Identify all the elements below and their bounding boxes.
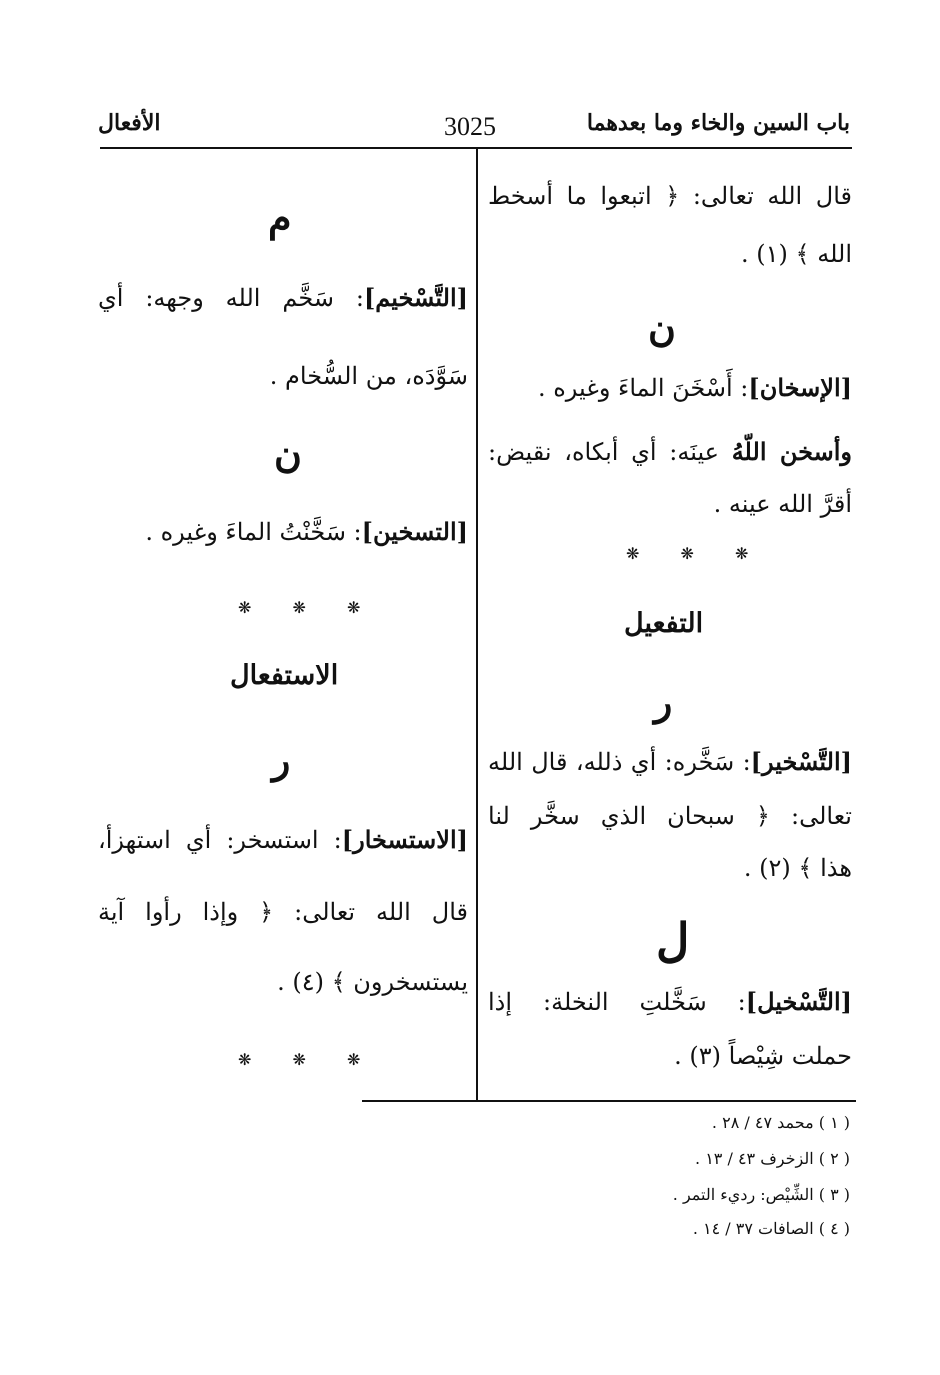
entry-definition: : سَخَّم الله وجهه: أي <box>98 284 364 312</box>
quote-line: قال الله تعالى: ﴿ اتبعوا ما أسخط <box>488 182 852 210</box>
running-header-chapter: باب السين والخاء وما بعدهما <box>586 110 850 136</box>
entry-line: هذا ﴾ (٢) . <box>743 854 852 882</box>
entry-term: [التَّسْخير] <box>750 747 852 776</box>
page-number: 3025 <box>444 112 496 141</box>
entry-line <box>488 984 852 1020</box>
entry-line <box>98 822 468 858</box>
entry-term: [التَّسْخيل] <box>745 987 852 1016</box>
entry-line: يستسخرون ﴾ (٤) . <box>277 968 468 996</box>
entry-term: وأسخن اللّهُ <box>731 437 853 466</box>
root-letter-heading: ل <box>656 913 690 967</box>
root-letter-heading: م <box>268 195 292 240</box>
footnote: ( ٤ ) الصافات ٣٧ / ١٤ . <box>692 1219 850 1238</box>
entry-line: سَوَّدَه، من السُّخام . <box>269 362 468 390</box>
entry-line: قال الله تعالى: ﴿ وإذا رأوا آية <box>98 898 468 926</box>
footnote: ( ١ ) محمد ٤٧ / ٢٨ . <box>711 1113 850 1132</box>
quote-line: الله ﴾ (١) . <box>741 240 852 268</box>
entry-line: حملت شِيْصاً (٣) . <box>674 1042 852 1070</box>
entry-line: أقرَّ الله عينه . <box>713 490 852 518</box>
root-letter-heading: ر <box>654 679 673 724</box>
entry-definition: : أَسْخَنَ الماءَ وغيره . <box>537 374 749 402</box>
entry-term: [الإسخان] <box>748 373 852 402</box>
entry-term: [التَّسْخيم] <box>363 283 468 312</box>
root-letter-heading: ن <box>274 431 302 476</box>
entry-line <box>98 280 468 316</box>
footnote-rule <box>362 1100 856 1102</box>
entry-line <box>488 434 852 470</box>
entry-line <box>145 514 468 550</box>
section-separator: ❋ ❋ ❋ <box>626 544 767 563</box>
running-header-section: الأفعال <box>98 110 161 136</box>
section-separator: ❋ ❋ ❋ <box>238 598 379 617</box>
section-title: التفعيل <box>624 608 704 639</box>
footnote: ( ٣ ) الشِّيْص: رديء التمر . <box>672 1185 850 1204</box>
footnote: ( ٢ ) الزخرف ٤٣ / ١٣ . <box>695 1149 850 1168</box>
entry-term: [الاستسخار] <box>341 825 468 854</box>
column-divider <box>476 149 478 1101</box>
entry-line <box>538 370 852 406</box>
entry-term: [التسخين] <box>361 517 468 546</box>
entry-definition: : سَخَّنْتُ الماءَ وغيره . <box>145 518 362 546</box>
entry-definition: : استسخر: أي استهزأ، <box>98 826 342 854</box>
root-letter-heading: ر <box>272 737 291 782</box>
root-letter-heading: ن <box>648 305 676 350</box>
section-separator: ❋ ❋ ❋ <box>238 1050 379 1069</box>
entry-definition: : سَخَّره: أي ذلله، قال الله <box>488 748 751 776</box>
entry-line <box>488 744 852 780</box>
section-title: الاستفعال <box>230 660 339 691</box>
entry-definition: : سَخَّلتِ النخلة: إذا <box>488 988 746 1016</box>
entry-line: تعالى: ﴿ سبحان الذي سخَّر لنا <box>488 802 852 830</box>
entry-definition: عينَه: أي أبكاه، نقيض: <box>488 438 732 466</box>
